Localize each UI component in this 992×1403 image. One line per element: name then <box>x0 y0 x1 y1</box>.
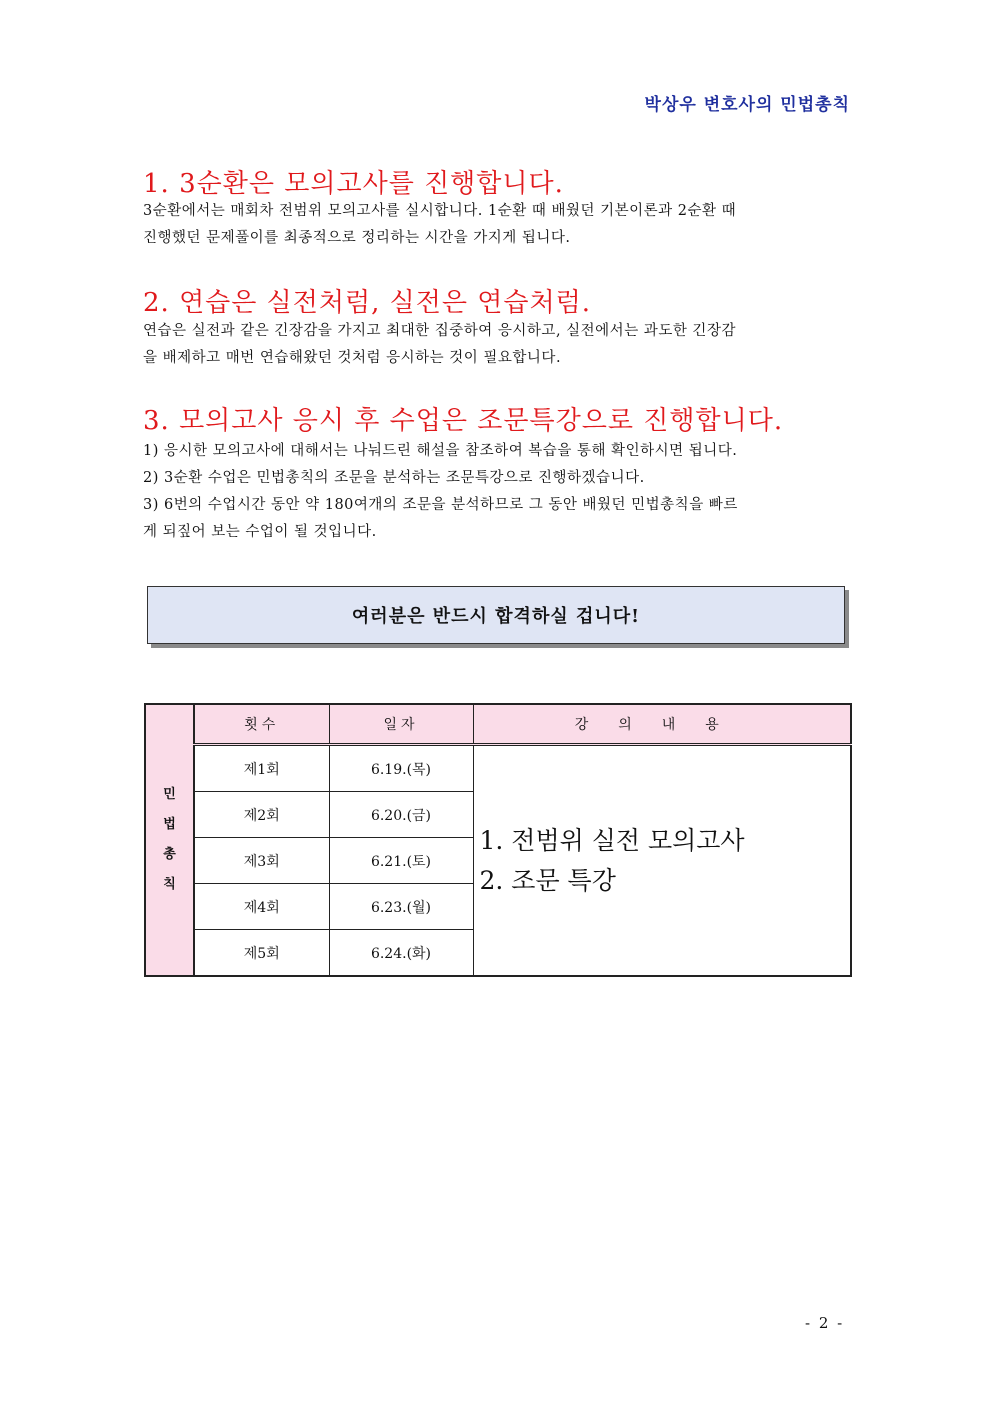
section-1-line: 진행했던 문제풀이를 최종적으로 정리하는 시간을 가지게 됩니다. <box>143 230 571 246</box>
side-label-char: 민 <box>163 787 176 802</box>
section-1-body <box>143 198 851 252</box>
section-3-line: 3) 6번의 수업시간 동안 약 180여개의 조문을 분석하므로 그 동안 배웠던 민법총칙을 빠르 <box>143 497 738 513</box>
section-3-heading: 3. 모의고사 응시 후 수업은 조문특강으로 진행합니다. <box>143 406 784 436</box>
lecture-content-item: 2. 조문 특강 <box>479 865 616 895</box>
date-cell: 6.21.(토) <box>329 838 473 884</box>
section-3-line: 2) 3순환 수업은 민법총칙의 조문을 분석하는 조문특강으로 진행하겠습니다. <box>143 470 645 486</box>
page-number: - 2 - <box>805 1314 845 1332</box>
date-cell: 6.24.(화) <box>329 930 473 977</box>
section-2-body <box>143 318 851 372</box>
lecture-content-item: 1. 전범위 실전 모의고사 <box>479 825 745 855</box>
schedule-side-label <box>145 704 194 976</box>
date-cell: 6.23.(월) <box>329 884 473 930</box>
date-cell: 6.20.(금) <box>329 792 473 838</box>
section-2-line: 을 배제하고 매번 연습해왔던 것처럼 응시하는 것이 필요합니다. <box>143 350 562 366</box>
section-3-body <box>143 438 851 546</box>
side-label-char: 총 <box>163 847 176 862</box>
side-label-char: 칙 <box>163 877 176 892</box>
section-2-line: 연습은 실전과 같은 긴장감을 가지고 최대한 집중하여 응시하고, 실전에서는 과도한 긴장감 <box>143 323 736 339</box>
encouragement-callout: 여러분은 반드시 합격하실 겁니다! <box>147 586 845 644</box>
date-cell: 6.19.(목) <box>329 745 473 792</box>
section-1-heading: 1. 3순환은 모의고사를 진행합니다. <box>143 169 564 199</box>
session-cell: 제4회 <box>194 884 329 930</box>
section-3-line: 1) 응시한 모의고사에 대해서는 나눠드린 해설을 참조하여 복습을 통해 확인하시면 됩니다. <box>143 443 738 459</box>
table-row <box>145 745 851 792</box>
section-2-heading: 2. 연습은 실전처럼, 실전은 연습처럼. <box>143 288 592 318</box>
section-1-line: 3순환에서는 매회차 전범위 모의고사를 실시합니다. 1순환 때 배웠던 기본이론과 2순환 때 <box>143 203 737 219</box>
section-3-line: 게 되짚어 보는 수업이 될 것입니다. <box>143 524 377 540</box>
session-cell: 제3회 <box>194 838 329 884</box>
side-label-char: 법 <box>163 817 176 832</box>
session-cell: 제5회 <box>194 930 329 977</box>
schedule-table <box>144 703 852 977</box>
column-header-content: 강의내용 <box>473 704 851 745</box>
session-cell: 제2회 <box>194 792 329 838</box>
column-header-session: 횟수 <box>194 704 329 745</box>
document-header: 박상우 변호사의 민법총칙 <box>644 95 850 115</box>
lecture-content-cell <box>473 745 851 977</box>
session-cell: 제1회 <box>194 745 329 792</box>
column-header-date: 일자 <box>329 704 473 745</box>
